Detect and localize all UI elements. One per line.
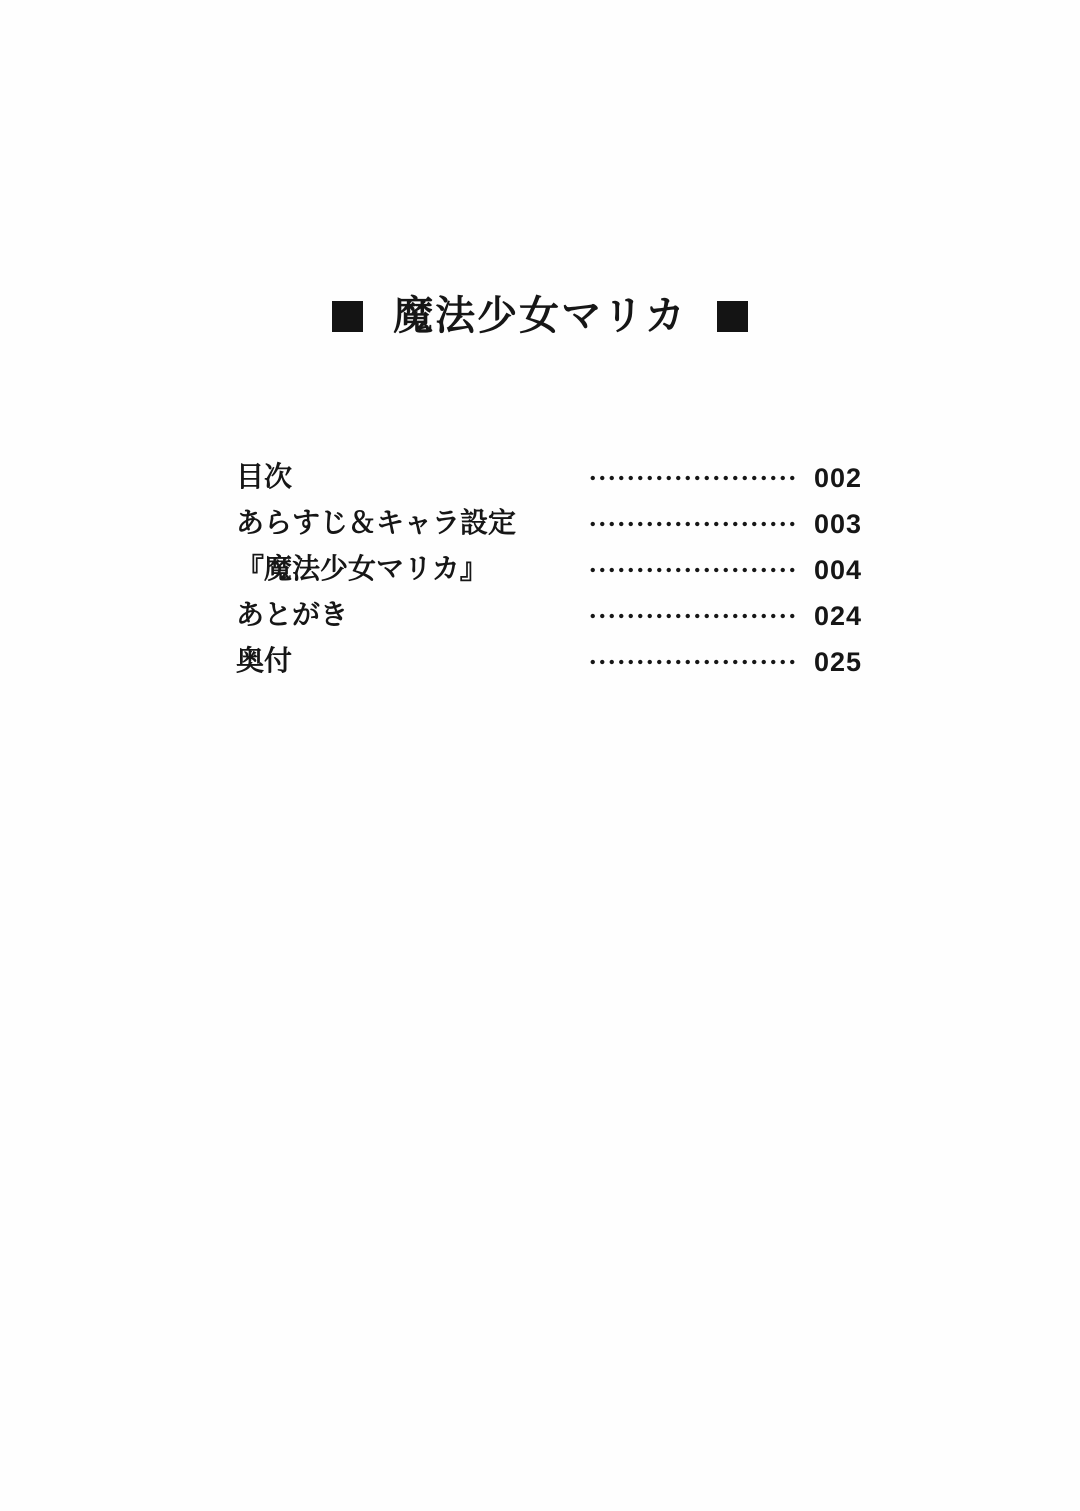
toc-entry-page: 003 <box>813 508 862 539</box>
toc-row <box>236 501 862 547</box>
toc-entry-page: 002 <box>813 462 862 493</box>
toc-row <box>236 639 862 685</box>
toc-row <box>236 593 862 639</box>
book-title <box>0 293 1080 338</box>
dot-leader <box>588 455 796 501</box>
dot-leader <box>588 501 796 547</box>
toc-entry-page: 025 <box>813 646 862 677</box>
toc-entry-label: 目次 <box>236 462 293 493</box>
book-title-text: 魔法少女マリカ <box>393 293 687 338</box>
toc-entry-page: 024 <box>813 600 862 631</box>
black-square-icon <box>717 301 748 332</box>
table-of-contents <box>236 455 862 685</box>
black-square-icon <box>332 301 363 332</box>
toc-entry-label: あらすじ＆キャラ設定 <box>236 508 517 539</box>
toc-row <box>236 547 862 593</box>
dot-leader <box>588 639 796 685</box>
toc-entry-label: あとがき <box>236 600 349 631</box>
toc-entry-label: 『魔法少女マリカ』 <box>236 554 488 585</box>
dot-leader <box>588 547 796 593</box>
dot-leader <box>588 593 796 639</box>
toc-entry-label: 奥付 <box>236 646 293 677</box>
toc-row <box>236 455 862 501</box>
toc-entry-page: 004 <box>813 554 862 585</box>
